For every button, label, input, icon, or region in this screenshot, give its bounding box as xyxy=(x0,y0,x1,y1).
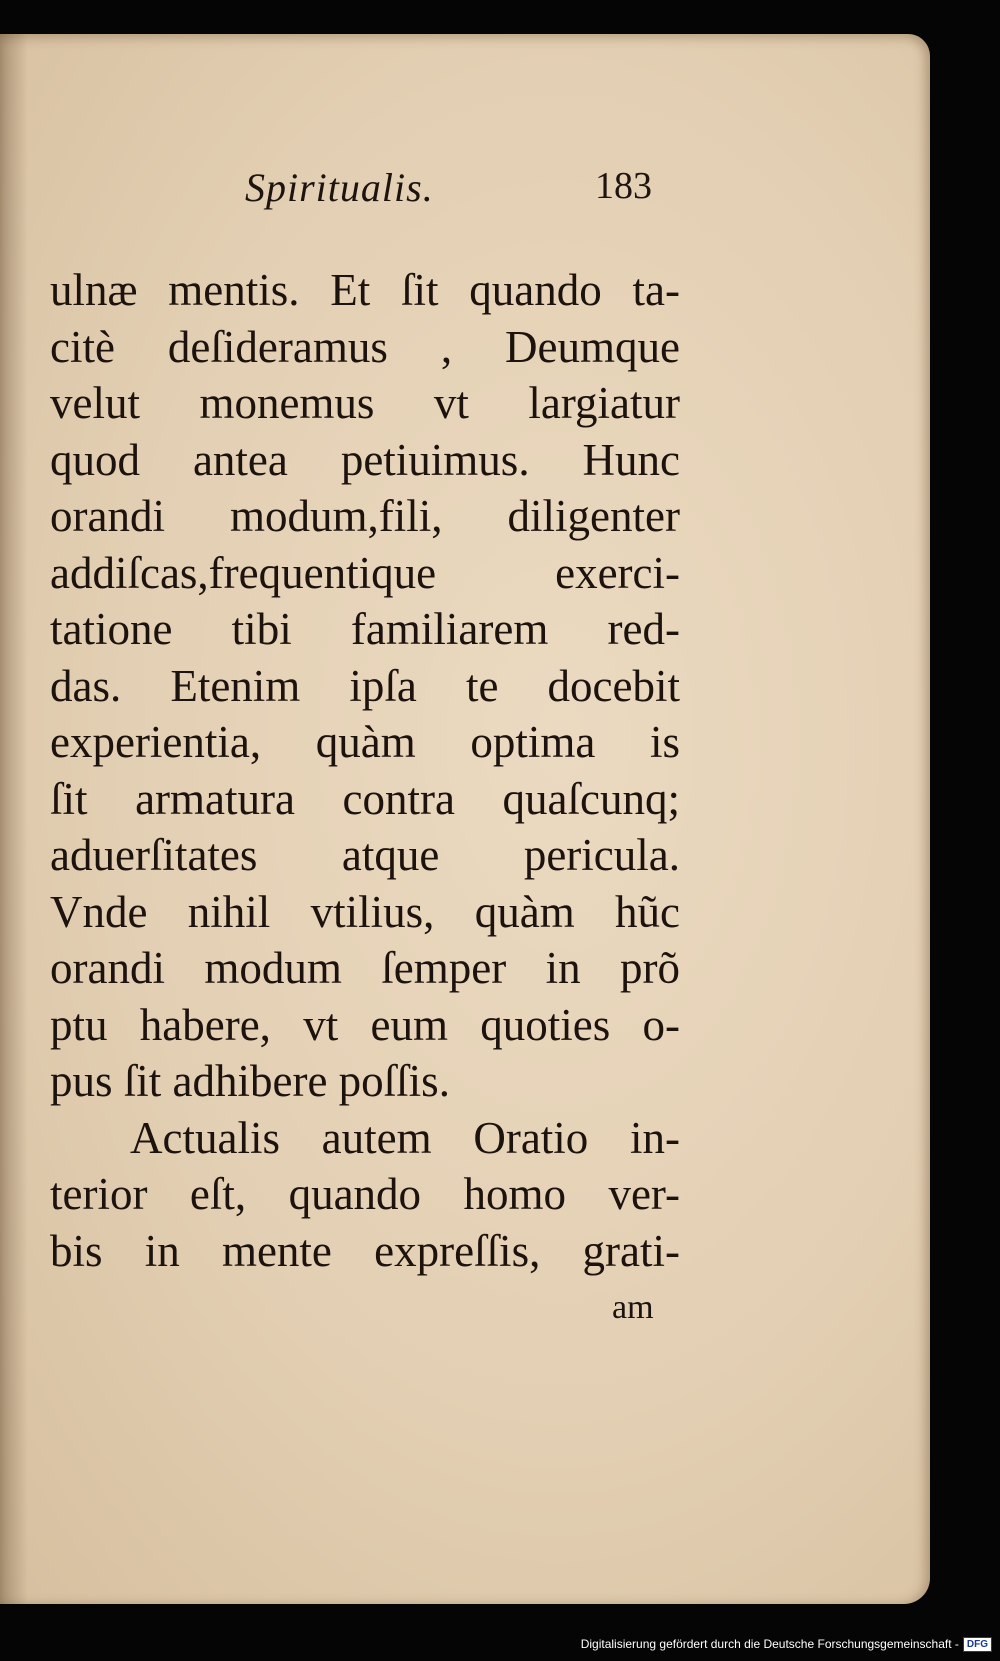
text-line: experientia, quàm optima is xyxy=(50,717,680,767)
text-line: ulnæ mentis. Et ſit quando ta- xyxy=(50,265,680,315)
body-text xyxy=(50,262,680,1279)
text-line: das. Etenim ipſa te docebit xyxy=(50,660,680,711)
text-line: tatione tibi familiarem red- xyxy=(50,604,680,654)
text-line: ſit armatura contra quaſcunq; xyxy=(50,773,680,824)
text-line: pus ſit adhibere poſſis. xyxy=(50,1056,450,1106)
text-line: quod antea petiuimus. Hunc xyxy=(50,434,680,485)
credit-text: Digitalisierung gefördert durch die Deutsche Forschungsgemeinschaft - xyxy=(580,1637,959,1651)
text-line: ptu habere, vt eum quoties o- xyxy=(50,999,680,1050)
text-line: bis in mente expreſſis, grati- xyxy=(50,1225,680,1276)
text-line: orandi modum,fili, diligenter xyxy=(50,491,680,541)
running-head: Spiritualis. xyxy=(245,165,434,210)
paragraph-start-line: Actualis autem Oratio in- xyxy=(130,1112,680,1163)
book-page xyxy=(0,34,930,1604)
text-line: addiſcas,frequentique exerci- xyxy=(50,547,680,598)
text-line: Vnde nihil vtilius, quàm hũc xyxy=(50,886,680,937)
text-line: velut monemus vt largiatur xyxy=(50,378,680,428)
text-line: terior eſt, quando homo ver- xyxy=(50,1169,680,1219)
text-line: citè deſideramus , Deumque xyxy=(50,321,680,372)
dfg-logo-icon: DFG xyxy=(963,1637,992,1652)
catchword: am xyxy=(612,1289,654,1326)
page-header xyxy=(0,164,680,224)
spine-shadow xyxy=(0,34,28,1604)
text-line: orandi modum ſemper in prõ xyxy=(50,943,680,993)
text-line: aduerſitates atque pericula. xyxy=(50,830,680,880)
page-number: 183 xyxy=(595,165,652,207)
digitization-credit xyxy=(581,1633,992,1655)
